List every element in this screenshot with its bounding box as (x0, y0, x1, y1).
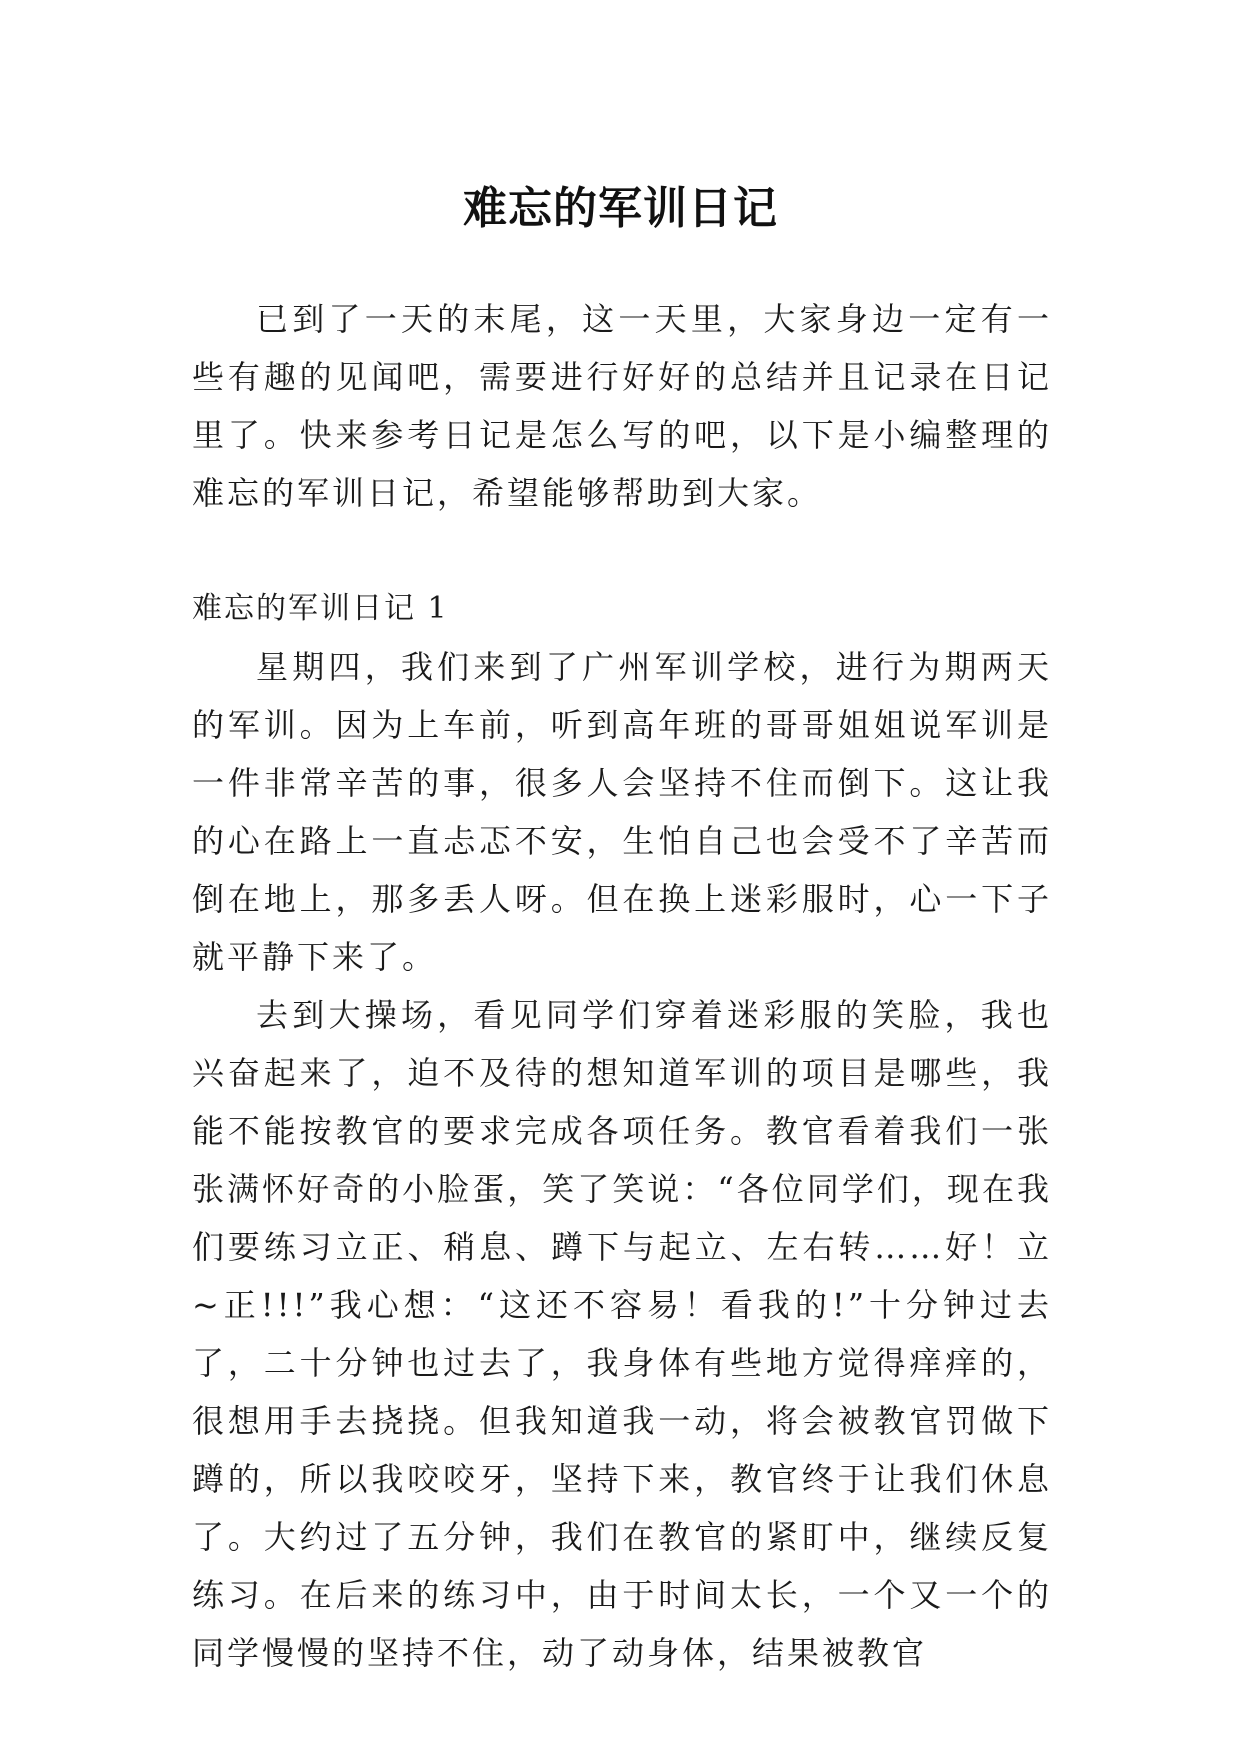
body-paragraph-2: 去到大操场，看见同学们穿着迷彩服的笑脸，我也兴奋起来了，迫不及待的想知道军训的项目是哪些，我能不能按教官的要求完成各项任务。教官看着我们一张张满怀好奇的小脸蛋，笑了笑说：“各位同学们，现在我们要练习立正、稍息、蹲下与起立、左右转……好！立~正!!!”我心想：“这还不容易！看我的!”十分钟过去了，二十分钟也过去了，我身体有些地方觉得痒痒的，很想用手去挠挠。但我知道我一动，将会被教官罚做下蹲的，所以我咬咬牙，坚持下来，教官终于让我们休息了。大约过了五分钟，我们在教官的紧盯中，继续反复练习。在后来的练习中，由于时间太长，一个又一个的同学慢慢的坚持不住，动了动身体，结果被教官 (192, 996, 1052, 1672)
document-body (192, 290, 1052, 1682)
body-paragraph-1: 星期四，我们来到了广州军训学校，进行为期两天的军训。因为上车前，听到高年班的哥哥姐姐说军训是一件非常辛苦的事，很多人会坚持不住而倒下。这让我的心在路上一直忐忑不安，生怕自己也会受不了辛苦而倒在地上，那多丢人呀。但在换上迷彩服时，心一下子就平静下来了。 (192, 648, 1052, 976)
section-heading: 难忘的军训日记 1 (192, 591, 449, 626)
intro-paragraph: 已到了一天的末尾，这一天里，大家身边一定有一些有趣的见闻吧，需要进行好好的总结并且记录在日记里了。快来参考日记是怎么写的吧，以下是小编整理的难忘的军训日记，希望能够帮助到大家。 (192, 300, 1052, 512)
document-title: 难忘的军训日记 (463, 183, 778, 235)
